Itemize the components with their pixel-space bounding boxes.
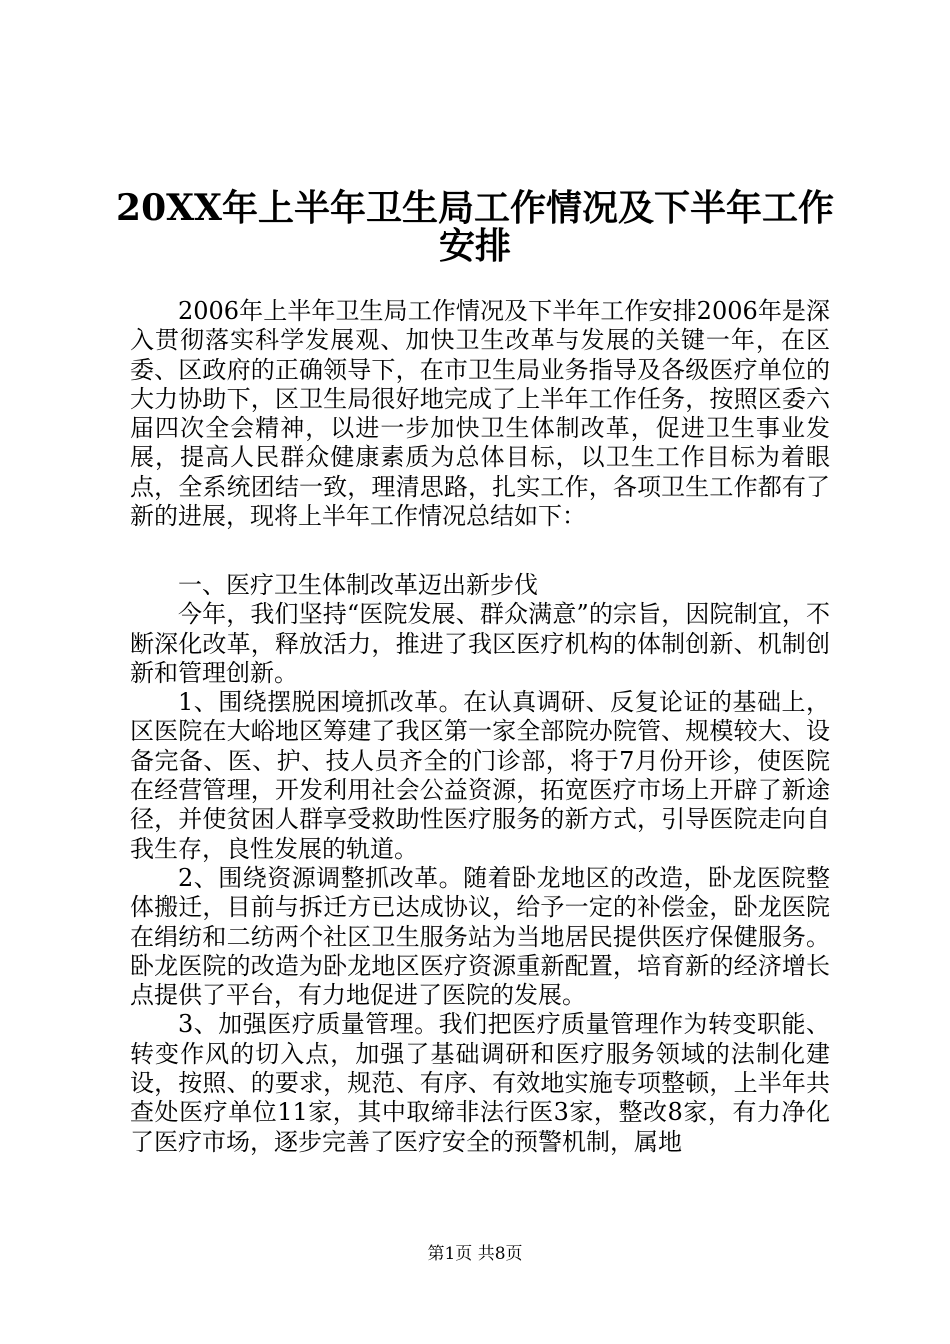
body-paragraph-3: 2、围绕资源调整抓改革。随着卧龙地区的改造，卧龙医院整体搬迁，目前与拆迁方已达成协议，给予一定的补偿金，卧龙医院在绢纺和二纺两个社区卫生服务站为当地居民提供医疗保健服务。卧龙医院的改造为卧龙地区医疗资源重新配置，培育新的经济增长点提供了平台，有力地促进了医院的发展。 (130, 863, 830, 1010)
body-paragraph-2: 1、围绕摆脱困境抓改革。在认真调研、反复论证的基础上，区医院在大峪地区筹建了我区第一家全部院办院管、规模较大、设备完备、医、护、技人员齐全的门诊部，将于7月份开诊，使医院在经营管理，开发利用社会公益资源，拓宽医疗市场上开辟了新途径，并使贫困人群享受救助性医疗服务的新方式，引导医院走向自我生存，良性发展的轨道。 (130, 688, 830, 863)
main-content (130, 571, 830, 1157)
document-title-line-2: 安排 (438, 225, 511, 267)
page-footer: 第1页 共8页 (427, 1244, 523, 1264)
body-paragraph-4: 3、加强医疗质量管理。我们把医疗质量管理作为转变职能、转变作风的切入点，加强了基础调研和医疗服务领域的法制化建设，按照、的要求，规范、有序、有效地实施专项整顿，上半年共查处医疗单位11家，其中取缔非法行医3家，整改8家，有力净化了医疗市场，逐步完善了医疗安全的预警机制，属地 (130, 1010, 830, 1156)
section-heading: 一、医疗卫生体制改革迈出新步伐 (178, 571, 538, 599)
document-title-line-1: 20XX年上半年卫生局工作情况及下半年工作 (116, 187, 834, 229)
body-paragraph-1: 今年，我们坚持“医院发展、群众满意”的宗旨，因院制宜，不断深化改革，释放活力，推进了我区医疗机构的体制创新、机制创新和管理创新。 (130, 600, 830, 687)
intro-section (130, 297, 830, 531)
intro-paragraph: 2006年上半年卫生局工作情况及下半年工作安排2006年是深入贯彻落实科学发展观、加快卫生改革与发展的关键一年，在区委、区政府的正确领导下，在市卫生局业务指导及各级医疗单位的大力协助下，区卫生局很好地完成了上半年工作任务，按照区委六届四次全会精神，以进一步加快卫生体制改革，促进卫生事业发展，提高人民群众健康素质为总体目标，以卫生工作目标为着眼点，全系统团结一致，理清思路，扎实工作，各项卫生工作都有了新的进展，现将上半年工作情况总结如下： (130, 297, 830, 531)
